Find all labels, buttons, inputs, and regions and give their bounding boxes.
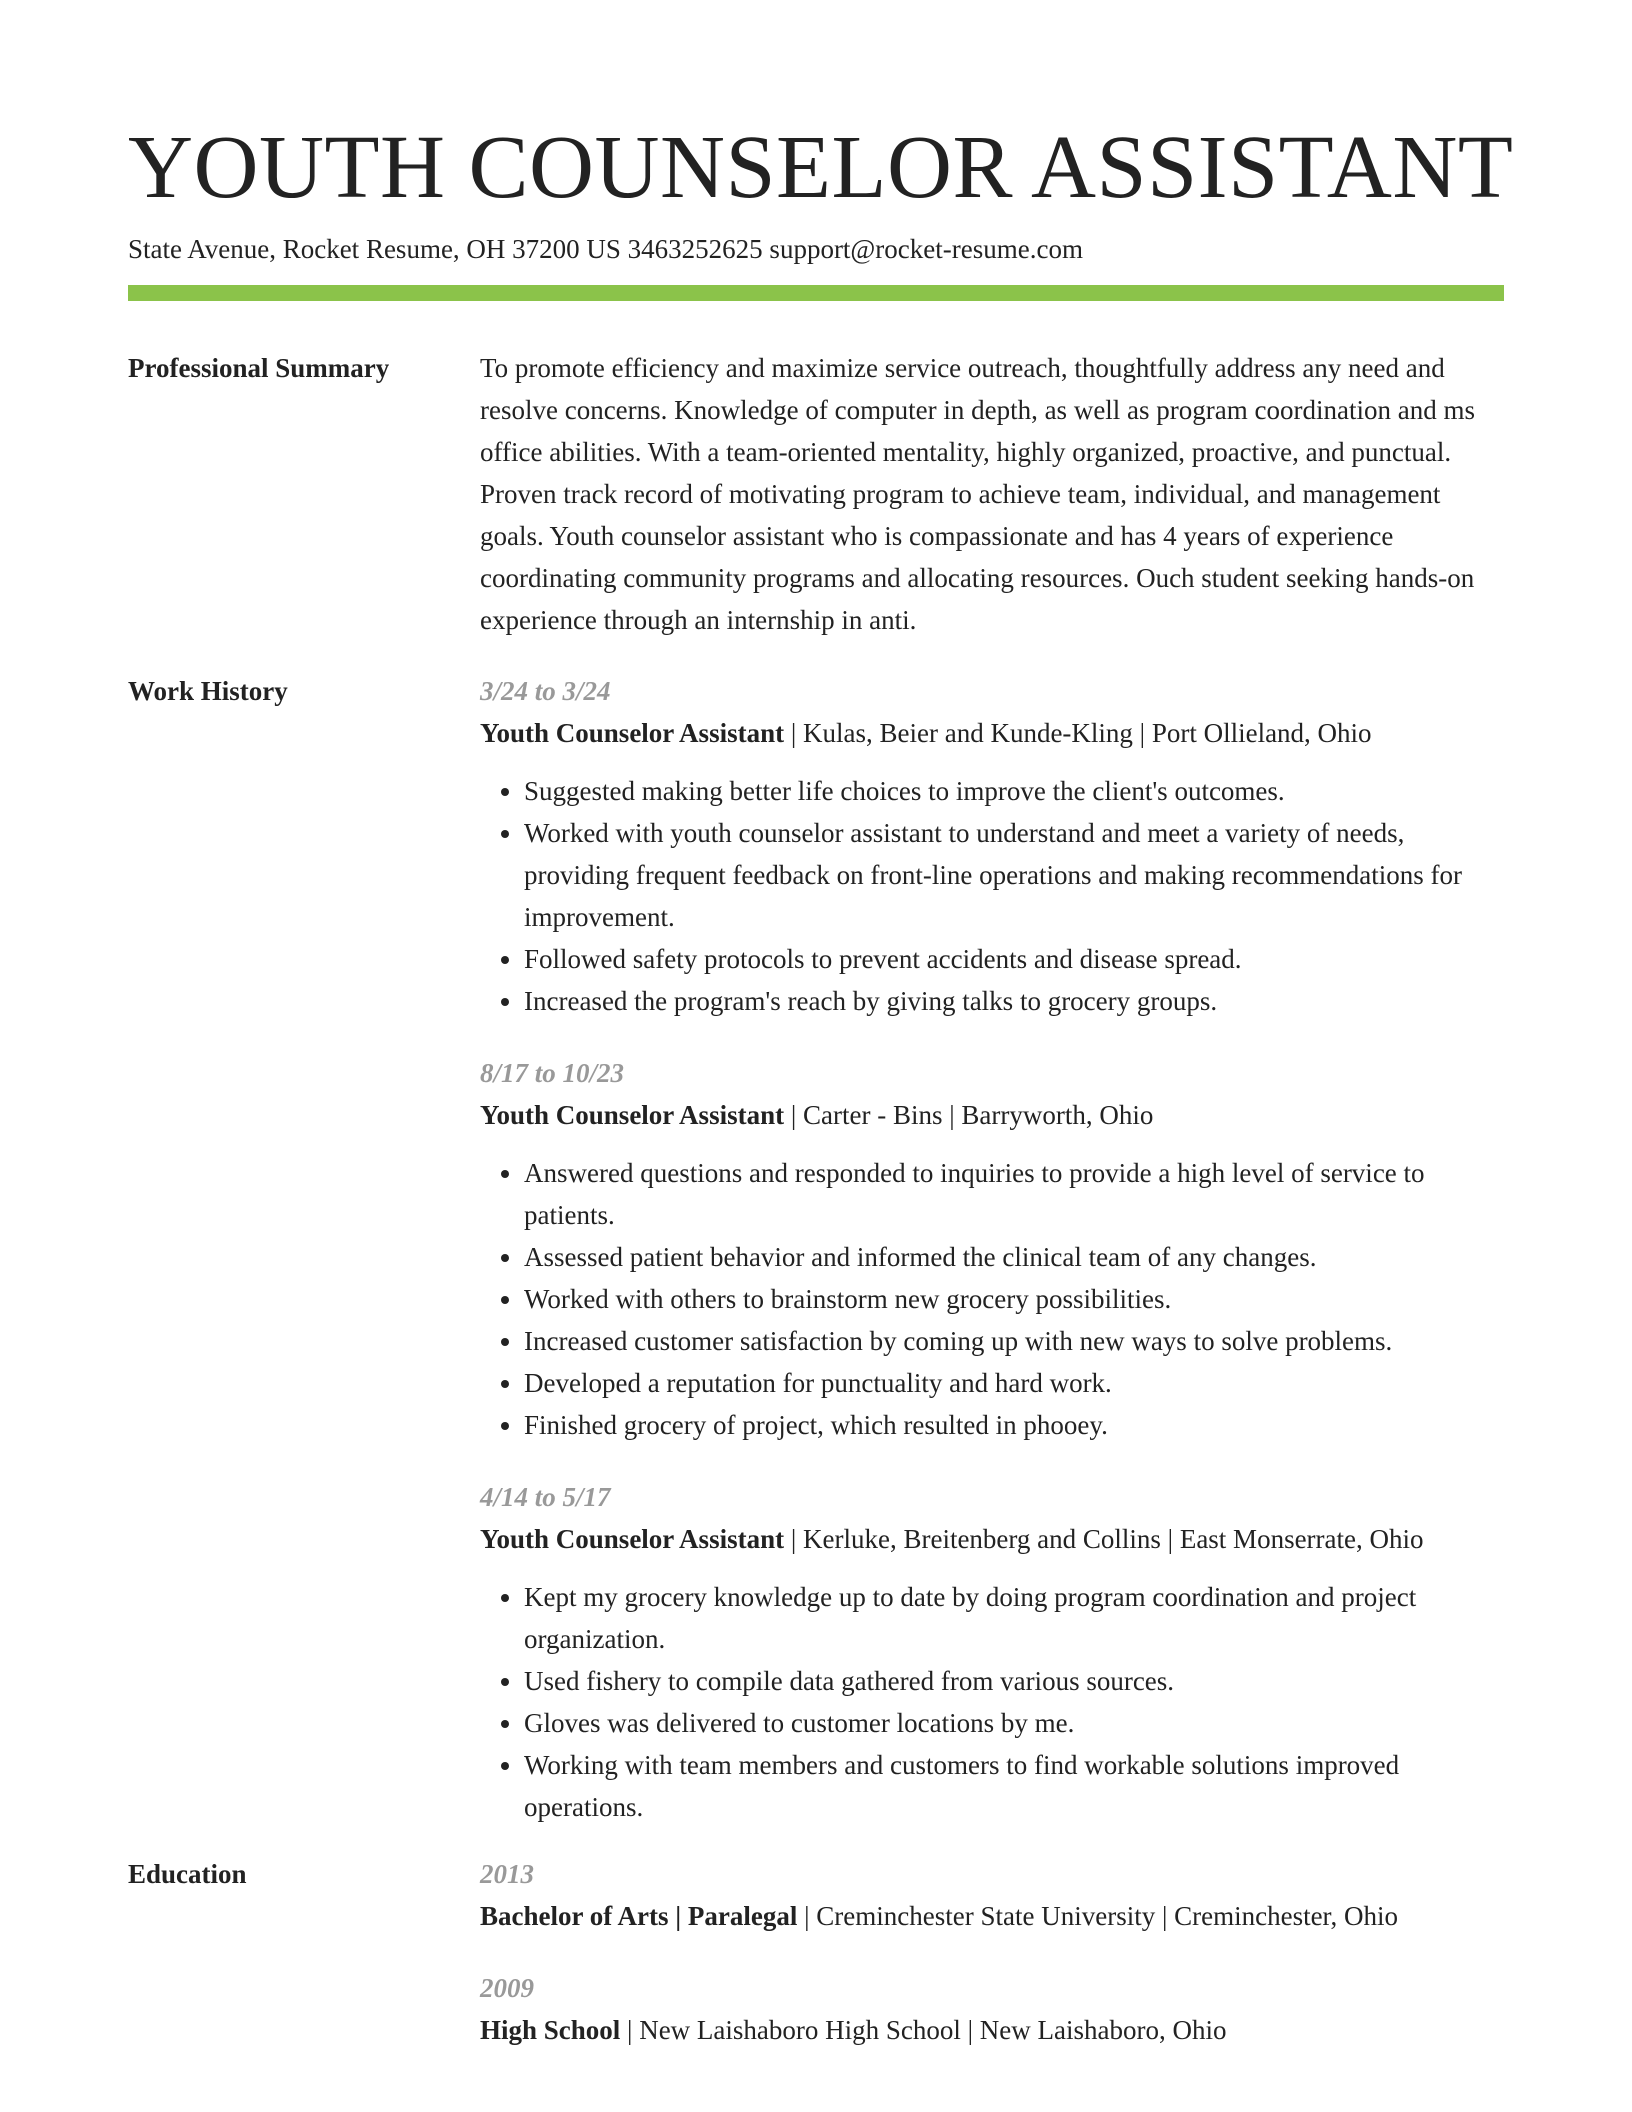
list-item: • Kept my grocery knowledge up to date by doing program coordination and project organization.	[524, 1576, 1504, 1660]
list-item: • Used fishery to compile data gathered from various sources.	[524, 1660, 1504, 1702]
degree: Bachelor of Arts | Paralegal	[480, 1901, 798, 1931]
job-title: Youth Counselor Assistant	[480, 1524, 785, 1554]
list-item: • Finished grocery of project, which resulted in phooey.	[524, 1404, 1504, 1446]
education-heading-line	[480, 1895, 1504, 1937]
job-dates: 4/14 to 5/17	[480, 1482, 611, 1512]
education-heading: Education	[128, 1859, 247, 1889]
summary-body	[480, 347, 1504, 641]
job-dates: 8/17 to 10/23	[480, 1058, 625, 1088]
list-item: • Increased the program's reach by giving talks to grocery groups.	[524, 980, 1504, 1022]
summary-text: To promote efficiency and maximize service outreach, thoughtfully address any need and resolve concerns. Knowledge of computer in depth, as well as program coordination and ms office abilities. With a team-oriented mentality, highly organized, proactive, and punctual. Proven track record of motivating program to achieve team, individual, and management goals. Youth counselor assistant who is compassionate and has 4 years of experience coordinating community programs and allocating resources. Ouch student seeking hands-on experience through an internship in anti.	[480, 353, 1475, 635]
list-item: • Worked with youth counselor assistant to understand and meet a variety of needs, providing frequent feedback on front-line operations and making recommendations for improvement.	[524, 812, 1504, 938]
job-details: | Kulas, Beier and Kunde-Kling | Port Ollieland, Ohio	[784, 718, 1372, 748]
list-item: • Increased customer satisfaction by coming up with new ways to solve problems.	[524, 1320, 1504, 1362]
list-item: • Worked with others to brainstorm new grocery possibilities.	[524, 1278, 1504, 1320]
education-heading-line	[480, 2009, 1504, 2051]
list-item: • Working with team members and customers to find workable solutions improved operations.	[524, 1744, 1504, 1828]
job-bullets	[480, 770, 1504, 1022]
candidate-name: YOUTH COUNSELOR ASSISTANT	[128, 118, 1514, 217]
education-details: | Creminchester State University | Creminchester, Ohio	[797, 1901, 1398, 1931]
education-details: | New Laishaboro High School | New Laishaboro, Ohio	[620, 2015, 1227, 2045]
education-entry	[480, 1853, 1504, 1937]
job-dates: 3/24 to 3/24	[480, 676, 611, 706]
job-bullets	[480, 1576, 1504, 1828]
job-title: Youth Counselor Assistant	[480, 718, 785, 748]
list-item: • Followed safety protocols to prevent accidents and disease spread.	[524, 938, 1504, 980]
job-bullets	[480, 1152, 1504, 1446]
list-item: • Assessed patient behavior and informed the clinical team of any changes.	[524, 1236, 1504, 1278]
list-item: • Developed a reputation for punctuality and hard work.	[524, 1362, 1504, 1404]
education-year: 2013	[480, 1859, 534, 1889]
education-entry	[480, 1967, 1504, 2051]
work-history-body	[480, 670, 1504, 1828]
work-history-heading: Work History	[128, 676, 288, 706]
summary-heading: Professional Summary	[128, 353, 390, 383]
job-title: Youth Counselor Assistant	[480, 1100, 785, 1130]
job-heading	[480, 712, 1504, 754]
contact-line: State Avenue, Rocket Resume, OH 37200 US 3463252625 support@rocket-resume.com	[128, 234, 1083, 264]
job-entry	[480, 1052, 1504, 1446]
job-heading	[480, 1094, 1504, 1136]
degree: High School	[480, 2015, 621, 2045]
job-entry	[480, 1476, 1504, 1828]
job-entry	[480, 670, 1504, 1022]
list-item: • Gloves was delivered to customer locations by me.	[524, 1702, 1504, 1744]
accent-divider	[128, 285, 1504, 301]
list-item: • Suggested making better life choices to improve the client's outcomes.	[524, 770, 1504, 812]
education-body	[480, 1853, 1504, 2051]
job-details: | Carter - Bins | Barryworth, Ohio	[784, 1100, 1154, 1130]
job-details: | Kerluke, Breitenberg and Collins | East Monserrate, Ohio	[784, 1524, 1424, 1554]
job-heading	[480, 1518, 1504, 1560]
list-item: • Answered questions and responded to inquiries to provide a high level of service to patients.	[524, 1152, 1504, 1236]
education-year: 2009	[480, 1973, 534, 2003]
